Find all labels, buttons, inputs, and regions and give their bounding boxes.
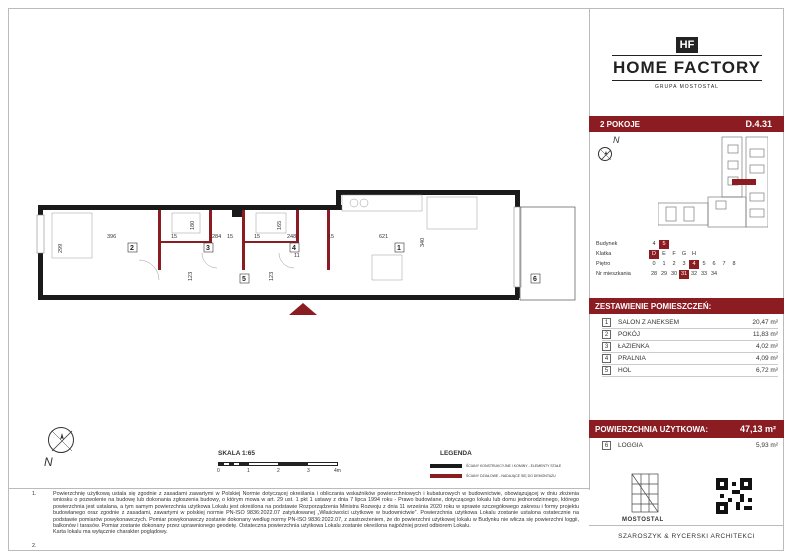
dim-label: 621 xyxy=(379,234,389,240)
compass-small-icon xyxy=(598,147,612,161)
room-row: 5 HOL 6,72 m² xyxy=(602,365,778,377)
dim-label: 340 xyxy=(420,237,426,247)
dim-label: 299 xyxy=(58,243,64,253)
room-row: 4 PRALNIA 4,09 m² xyxy=(602,353,778,365)
rooms-count: 2 POKOJE xyxy=(600,120,641,129)
dim-label: 248 xyxy=(287,234,297,240)
note-text: Powierzchnię użytkową ustala się zgodnie z zasadami zawartymi w Polskiej Normie dotyczącej określania i obliczania wskaźników powierzchniowych i kubaturowych w budownictwie, obowiązującej w dniu złożenia wniosku o pozwolenie na budowę lub dokonania zgłoszenia budowy, o którym mowa w art. 29 ust. 1 pkt 1 ustawy z dnia 7 lipca 1994 roku - Prawo budowlane, dotyczącego lokalu lub domu jednorodzinnego, którego powierzchnia jest ustalana, a tym samym powierzchnia użytkowa Lokalu jest określona na podstawie Rozporządzenia Ministra Rozwoju z dnia 11 września 2020 roku w sprawie szczegółowego zakresu i formy projektu budowlanego oraz zgodnie z zasadami, zawartymi w polskiej normie PN-ISO 9836:2022.07 zatytułowanej „Właściwości użytkowe w budownictwie”. Powierzchnia użytkowa Lokalu zostanie ustalona ostatecznie na podstawie pomiarów powykonawczych. Pomiar powykonawczy zostanie dokonany według normy PN-ISO 9836:2022.07, z zastrzeżeniem, że do powierzchni użytkowej lokalu w Budynku nie wlicza się powierzchni loggii, balkonów i tarasów. Pomiar zostanie dokonany przez uprawnionego geodetę. Ostateczna powierzchnia użytkowa Lokalu zostanie określona najpóźniej przed odbiorem Lokalu. xyxy=(53,491,579,530)
room-number: 2 xyxy=(130,245,134,252)
dim-label: 15 xyxy=(171,234,178,240)
usable-area-value: 47,13 m² xyxy=(739,424,776,434)
room-number: 5 xyxy=(242,276,246,283)
scale-tick: 0 xyxy=(217,468,220,474)
room-row: 3 ŁAZIENKA 4,02 m² xyxy=(602,341,778,353)
qr-code-icon[interactable] xyxy=(716,478,752,514)
dim-label: 396 xyxy=(107,234,117,240)
legend-label: ŚCIANY DZIAŁOWE - NADAJĄCE SIĘ DO DEMONTAŻU xyxy=(466,474,556,478)
usable-area-label: POWIERZCHNIA UŻYTKOWA: xyxy=(595,425,709,434)
unit-header xyxy=(589,116,784,132)
grid-row-building: Budynek 4 5 xyxy=(596,239,766,249)
usable-area-bar xyxy=(589,420,784,438)
scale-bar xyxy=(218,462,338,466)
dim-label: 165 xyxy=(277,220,283,230)
home-factory-logo xyxy=(612,35,762,105)
scale-tick: 1 xyxy=(247,468,250,474)
compass-icon xyxy=(48,427,74,453)
dim-label: 15 xyxy=(328,234,335,240)
room-number: 6 xyxy=(533,276,537,283)
scale-title: SKALA 1:65 xyxy=(218,450,255,457)
legend-swatch-partition xyxy=(430,474,462,478)
dim-label: 180 xyxy=(190,220,196,230)
architect-credit: SZAROSZYK & RYCERSKI ARCHITEKCI xyxy=(589,525,784,551)
rooms-table xyxy=(602,317,778,377)
room-number: 3 xyxy=(206,245,210,252)
building-key-plan xyxy=(658,135,768,235)
room-number: 4 xyxy=(292,245,296,252)
dim-label: 15 xyxy=(227,234,234,240)
logo-group: GRUPA MOSTOSTAL xyxy=(655,84,719,90)
developer-name: MOSTOSTAL xyxy=(622,517,664,523)
grid-row-stairwell: Klatka D E F G H xyxy=(596,251,696,257)
room-row: 1 SALON Z ANEKSEM 20,47 m² xyxy=(602,317,778,329)
rooms-header: ZESTAWIENIE POMIESZCZEŃ: xyxy=(589,298,784,314)
notes-section: 1. Powierzchnię użytkową ustala się zgodnie z zasadami zawartymi w Polskiej Normie dotyczącej określania i obliczania wskaźników powierzchniowych i kubaturowych w budownictwie, obowiązującej w dniu złożenia wniosku o pozwolenie na budowę lub dokonania zgłoszenia budowy, o którym mowa w art. 29 ust. 1 pkt 1 ustawy z dnia 7 lipca 1994 roku - Prawo budowlane, dotyczącego lokalu lub domu jednorodzinnego, którego powierzchnia jest ustalana, a tym samym powierzchnia użytkowa Lokalu jest określona na podstawie Rozporządzenia Ministra Rozwoju z dnia 11 września 2020 roku w sprawie szczegółowego zakresu i formy projektu budowlanego oraz zgodnie z zasadami, zawartymi w polskiej normie PN-ISO 9836:2022.07 zatytułowanej „Właściwości użytkowe w budownictwie”. Powierzchnia użytkowa Lokalu zostanie ustalona ostatecznie na podstawie pomiarów powykonawczych. Pomiar powykonawczy zostanie dokonany według normy PN-ISO 9836:2022.07, z zastrzeżeniem, że do powierzchni użytkowej lokalu w Budynku nie wlicza się powierzchni loggii, balkonów i tarasów. Pomiar zostanie dokonany przez uprawnionego geodetę. Ostateczna powierzchnia użytkowa Lokalu zostanie określona najpóźniej przed odbiorem Lokalu. 2. Karta lokalu ma wyłącznie charakter poglądowy. xyxy=(8,488,589,551)
logo-name: HOME FACTORY xyxy=(612,55,762,81)
dim-label: 123 xyxy=(269,271,275,281)
note-text: Karta lokalu ma wyłącznie charakter poglądowy. xyxy=(53,529,168,536)
dim-label: 15 xyxy=(254,234,261,240)
loggia-row: 6 LOGGIA 5,93 m² xyxy=(602,440,778,452)
north-label-small: N xyxy=(613,135,620,145)
dim-label: 123 xyxy=(188,271,194,281)
legend-label: ŚCIANY KONSTRUKCYJNE I KOMINY - ELEMENTY STAŁE xyxy=(466,464,562,468)
room-row: 2 POKÓJ 11,83 m² xyxy=(602,329,778,341)
unit-code: D.4.31 xyxy=(745,119,772,129)
scale-tick: 3 xyxy=(307,468,310,474)
logo-mark: HF xyxy=(676,37,698,53)
legend: LEGENDA ŚCIANY KONSTRUKCYJNE I KOMINY - ELEMENTY STAŁE ŚCIANY DZIAŁOWE - NADAJĄCE SIĘ DO DEMONTAŻU xyxy=(430,450,580,457)
legend-swatch-structural xyxy=(430,464,462,468)
scale-tick: 2 xyxy=(277,468,280,474)
mostostal-logo-icon xyxy=(628,470,662,515)
floor-plan xyxy=(32,185,582,320)
scale-tick: 4m xyxy=(334,468,341,474)
room-number: 1 xyxy=(397,245,401,252)
location-grid xyxy=(596,239,766,279)
north-label: N xyxy=(44,455,53,469)
dim-label: 11 xyxy=(294,253,300,259)
dim-label: 284 xyxy=(212,234,222,240)
grid-row-floor: Piętro 0 1 2 3 4 5 6 7 8 xyxy=(596,261,736,267)
grid-row-unit-number: Nr mieszkania 28 29 30 31 32 33 34 xyxy=(596,271,718,277)
